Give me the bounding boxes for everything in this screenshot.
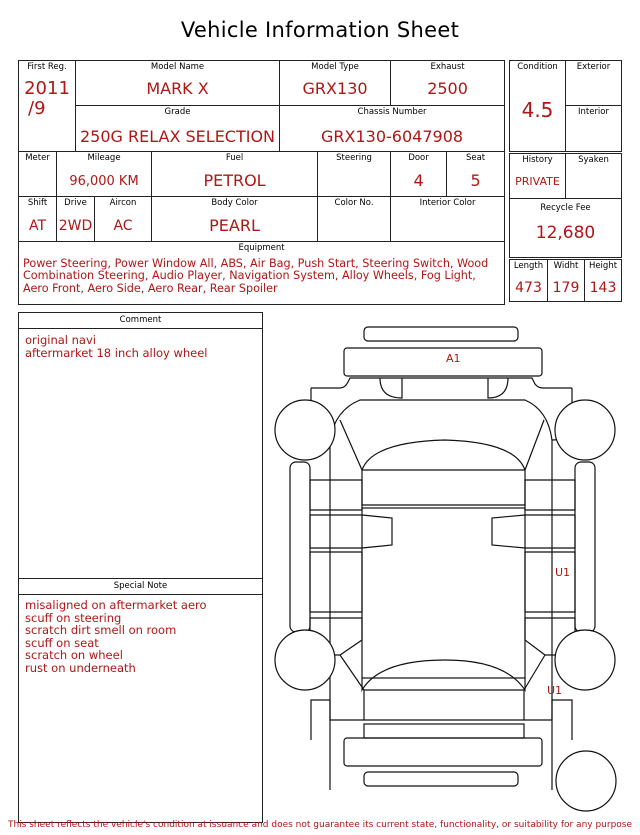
door-value: 4 [413, 171, 424, 190]
special-note-header [19, 579, 263, 595]
fuel-value: PETROL [203, 171, 266, 190]
mileage-value: 96,000 KM [69, 174, 139, 189]
model-name-label: Model Name [150, 62, 205, 72]
height-cell [585, 260, 622, 302]
exterior-cell [566, 61, 622, 106]
interior-cell [566, 106, 622, 152]
drive-cell [57, 197, 95, 242]
notes-table [18, 312, 263, 823]
comment-cell [19, 329, 263, 579]
interior-color-label: Interior Color [419, 198, 476, 208]
shift-value: AT [28, 218, 47, 234]
special-note-list [19, 595, 262, 675]
model-type-value: GRX130 [302, 79, 368, 98]
special-note-cell [19, 595, 263, 823]
aircon-label: Aircon [109, 198, 137, 208]
condition-label: Condition [517, 62, 558, 72]
shift-label: Shift [27, 198, 48, 208]
model-name-cell [76, 61, 280, 106]
drive-value: 2WD [58, 218, 93, 234]
width-value: 179 [552, 280, 580, 296]
condition-cell [510, 61, 566, 152]
vehicle-info-table [18, 60, 505, 305]
aircon-cell [95, 197, 152, 242]
length-value: 473 [515, 280, 542, 296]
page-title: Vehicle Information Sheet [180, 18, 460, 42]
comment-label: Comment [119, 315, 162, 325]
equipment-cell [19, 255, 505, 305]
seat-cell [447, 152, 505, 197]
grade-value: 250G RELAX SELECTION [79, 127, 276, 146]
chassis-number-label: Chassis Number [357, 107, 427, 117]
history-label: History [522, 155, 553, 165]
height-value: 143 [589, 280, 617, 296]
mileage-label: Mileage [87, 153, 121, 163]
first-reg-cell [19, 61, 76, 152]
equipment-label: Equipment [238, 243, 285, 253]
special-note-line: scuff on steering [25, 610, 122, 625]
width-label: Widht [553, 261, 579, 271]
comment-header [19, 313, 263, 329]
chassis-number-value: GRX130-6047908 [321, 127, 464, 146]
seat-label: Seat [465, 153, 486, 163]
length-label: Length [513, 261, 544, 271]
steering-cell [318, 152, 391, 197]
door-label: Door [408, 153, 429, 163]
comment-line: original navi [25, 333, 96, 347]
seat-value: 5 [470, 171, 481, 190]
model-name-value: MARK X [146, 79, 209, 98]
special-note-line: scratch dirt smell on room [25, 623, 177, 638]
disclaimer: This sheet reflects the vehicle's condition at issuance and does not guarantee its current state, functionality, or suitability for any purpose [7, 820, 633, 830]
color-no-label: Color No. [334, 198, 374, 208]
comment-line: aftermarket 18 inch alloy wheel [25, 345, 208, 360]
right-rear-door-mark: U1 [555, 566, 571, 579]
interior-color-cell [391, 197, 505, 242]
dimensions-table [509, 259, 622, 302]
chassis-number-cell [280, 106, 505, 152]
comment-list [19, 329, 262, 359]
exhaust-value: 2500 [427, 79, 468, 98]
first-reg-label: First Reg. [27, 62, 67, 72]
door-cell [391, 152, 447, 197]
body-color-label: Body Color [211, 198, 258, 208]
model-type-label: Model Type [311, 62, 359, 72]
body-color-cell [152, 197, 318, 242]
recycle-fee-value: 12,680 [535, 223, 596, 243]
special-note-label: Special Note [113, 581, 168, 591]
right-rear-fender-mark: U1 [547, 684, 563, 697]
condition-table [509, 60, 622, 152]
equipment-value: Power Steering, Power Window All, ABS, Air Bag, Push Start, Steering Switch, Wood Combination Steering, Audio Player, Navigation System, Alloy Wheels, Fog Light, Aero Front, Aero Side, Aero Rear, Rear Spoiler [23, 256, 489, 296]
special-note-line: scratch on wheel [25, 648, 123, 663]
grade-label: Grade [164, 107, 191, 117]
front-bumper-mark: A1 [446, 352, 461, 365]
meter-label: Meter [25, 153, 50, 163]
history-table [509, 153, 622, 258]
meter-cell [19, 152, 57, 197]
fuel-label: Fuel [225, 153, 244, 163]
drive-label: Drive [64, 198, 87, 208]
first-reg-month: /9 [28, 98, 46, 119]
exhaust-label: Exhaust [430, 62, 465, 72]
model-type-cell [280, 61, 391, 106]
interior-label: Interior [577, 107, 609, 117]
body-color-value: PEARL [209, 216, 260, 235]
recycle-fee-cell [510, 199, 622, 258]
recycle-fee-label: Recycle Fee [540, 203, 591, 213]
condition-value: 4.5 [521, 98, 554, 122]
first-reg-year: 2011 [24, 78, 70, 99]
exhaust-cell [391, 61, 505, 106]
special-note-line: scuff on seat [25, 635, 99, 650]
mileage-cell [57, 152, 152, 197]
shift-cell [19, 197, 57, 242]
syaken-cell [566, 154, 622, 199]
history-cell [510, 154, 566, 199]
special-note-line: misaligned on aftermarket aero [25, 598, 207, 612]
width-cell [548, 260, 585, 302]
equipment-header-cell [19, 242, 505, 255]
grade-cell [76, 106, 280, 152]
color-no-cell [318, 197, 391, 242]
steering-label: Steering [336, 153, 372, 163]
fuel-cell [152, 152, 318, 197]
history-value: PRIVATE [515, 175, 560, 188]
aircon-value: AC [113, 218, 133, 234]
length-cell [510, 260, 548, 302]
height-label: Height [588, 261, 618, 271]
special-note-line: rust on underneath [25, 660, 136, 675]
syaken-label: Syaken [578, 155, 609, 165]
exterior-label: Exterior [576, 62, 611, 72]
